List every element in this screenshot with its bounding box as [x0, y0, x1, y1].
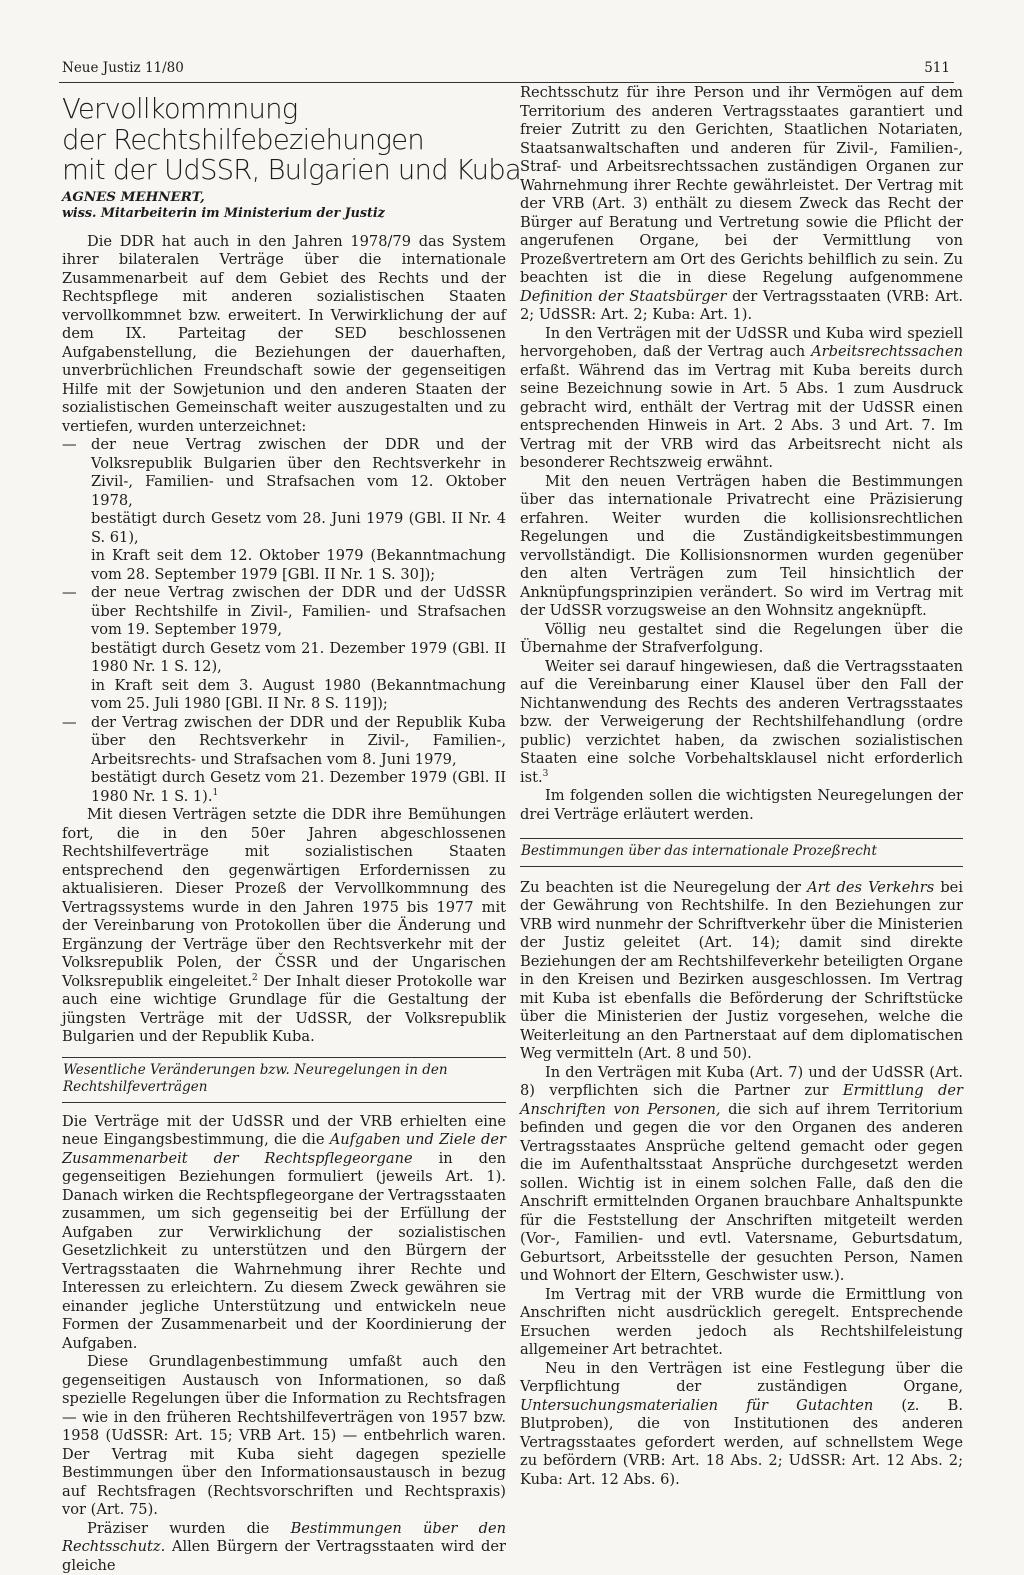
intro-paragraph: Die DDR hat auch in den Jahren 1978/79 das System ihrer bilateralen Verträge über die internationale Zusammenarbeit auf dem Gebiet des Rechts und der Rechtspflege mit anderen sozialistischen Staaten vervollkommnet bzw. erweitert. In Verwirklichung der auf dem IX. Parteitag der SED beschlossenen Aufgabenstellung, die Beziehungen der dauerhaften, unverbrüchlichen Freundschaft sowie der gegenseitigen Hilfe mit der Sowjetunion und den anderen Staaten der sozialistischen Gemeinschaft weiter auszugestalten und zu vertiefen, wurden unterzeichnet: — [62, 233, 506, 437]
treaty-list — [62, 436, 506, 806]
page-number: 511 — [924, 60, 950, 76]
text: die sich auf ihrem Territorium befinden und gegen die vor den Organen des anderen Vertragsstaates Ansprüche geltend gemacht oder gegen die im Aufenthaltsstaat Ansprüche durchgesetzt werden sollen. Wichtig ist in einem solchen Falle, daß den die Anschrift ermittelnden Organen brauchbare Anhaltspunkte für die Feststellung der Anschriften mitgeteilt werden (Vor-, Familien- und evtl. Vatersname, Geburtsdatum, Geburtsort, Arbeitsstelle der gesuchten Person, Namen und Wohnort der Eltern, Geschwister usw.). — [520, 1101, 963, 1285]
text: Weiter sei darauf hingewiesen, daß die Vertragsstaaten auf die Vereinbarung einer Klausel über den Fall der Nichtanwendung des Rechts des anderen Vertragsstaates bzw. der Verweigerung der Rechtshilfehandlung (ordre public) verzichtet haben, da zwischen sozialistischen Staaten eine solche Vorbehaltsklausel nicht erforderlich ist. — [520, 658, 963, 786]
text: Zu beachten ist die Neuregelung der — [520, 879, 807, 896]
list-dash: — — [62, 436, 77, 455]
paragraph — [520, 879, 963, 1064]
text: Die Verträge mit der UdSSR und der VRB erhielten eine neue Eingangsbestimmung, die die — [62, 1113, 506, 1149]
title-line: Vervollkommnung — [62, 94, 506, 125]
article-title — [62, 94, 506, 186]
paragraph — [62, 806, 506, 1047]
treaty-title: der neue Vertrag zwischen der DDR und der Volksrepublik Bulgarien über den Rechtsverkehr in Zivil-, Familien- und Strafsachen vom 12. Oktober 1978, — [91, 436, 506, 510]
right-column — [520, 84, 963, 1489]
text: bei der Gewährung von Rechtshilfe. In den Beziehungen zur VRB wird nunmehr der Schriftverkehr über die Ministerien der Justiz geleitet (Art. 14); damit sind direkte Beziehungen der am Rechtshilfeverkehr beteiligten Organe in den Kreisen und Bezirken ausgeschlossen. Im Vertrag mit Kuba ist ebenfalls die Beförderung der Schriftstücke über die Ministerien der Justiz vorgesehen, welche die Weiterleitung an den Partnerstaat auf dem diplomatischen Weg vermitteln (Art. 8 und 50). — [520, 879, 963, 1063]
title-line: der Rechtshilfebeziehungen — [62, 125, 506, 156]
treaty-title: der Vertrag zwischen der DDR und der Republik Kuba über den Rechtsverkehr in Zivil-, Familien-, Arbeitsrechts- und Strafsachen vom 8. Juni 1979, — [91, 714, 506, 770]
emphasis: Ermittlung der Anschriften von Personen, — [520, 1082, 963, 1118]
text: der Vertragsstaaten (VRB: Art. 2; UdSSR: Art. 2; Kuba: Art. 1). — [520, 288, 963, 324]
confirmation-text: bestätigt durch Gesetz vom 21. Dezember 1979 (GBl. II 1980 Nr. 1 S. 1). — [91, 769, 506, 805]
footnote-marker: 1 — [213, 788, 219, 798]
section-heading: Wesentliche Veränderungen bzw. Neuregelungen in den Rechtshilfeverträgen — [62, 1057, 506, 1103]
text: In den Verträgen mit Kuba (Art. 7) und der UdSSR (Art. 8) verpflichten sich die Partner zur — [520, 1064, 963, 1100]
paragraph: Mit den neuen Verträgen haben die Bestimmungen über das internationale Privatrecht eine Präzisierung erfahren. Weiter wurden die kollisionsrechtlichen Regelungen und die Zuständigkeitsbestimmungen vervollständigt. Die Kollisionsnormen wurden gegenüber den alten Verträgen zum Teil hinsichtlich der Anknüpfungsprinzipien verändert. So wird im Vertrag mit der UdSSR vorzugsweise an den Wohnsitz angeknüpft. — [520, 473, 963, 621]
paragraph: Diese Grundlagenbestimmung umfaßt auch den gegenseitigen Austausch von Informationen, so daß spezielle Regelungen über die Information zu Rechtsfragen — wie in den früheren Rechtshilfeverträgen von 1957 bzw. 1958 (UdSSR: Art. 15; VRB Art. 15) — entbehrlich waren. Der Vertrag mit Kuba sieht dagegen spezielle Bestimmungen über den Informationsaustausch in bezug auf Rechtsfragen (Rechtsvorschriften und Rechtspraxis) vor (Art. 75). — [62, 1353, 506, 1520]
list-item — [62, 714, 506, 807]
text: in den gegenseitigen Beziehungen formuliert (jeweils Art. 1). Danach wirken die Rechtspflegeorgane der Vertragsstaaten zusammen, um sich gegenseitig bei der Erfüllung der Aufgaben zur Verwirklichung der sozialistischen Gesetzlichkeit zu unterstützen und den Bürgern der Vertragsstaaten die Wahrnehmung ihrer Rechte und Interessen zu erleichtern. Zu diesem Zweck gewähren sie einander jegliche Unterstützung und entwickeln neue Formen der Zusammenarbeit und der Koordinierung der Aufgaben. — [62, 1150, 506, 1352]
paragraph — [520, 1064, 963, 1286]
paragraph — [62, 1520, 506, 1575]
treaty-confirmation — [91, 769, 506, 806]
emphasis: Definition der Staatsbürger — [520, 288, 727, 305]
list-dash: — — [62, 584, 77, 603]
text: Neu in den Verträgen ist eine Festlegung über die Verpflichtung der zuständigen Organe, — [520, 1360, 963, 1396]
emphasis: Arbeitsrechtssachen — [811, 343, 963, 360]
paragraph — [62, 1113, 506, 1354]
left-column — [62, 84, 506, 1575]
paragraph: Völlig neu gestaltet sind die Regelungen über die Übernahme der Strafverfolgung. — [520, 621, 963, 658]
list-dash: — — [62, 714, 77, 733]
emphasis: Bestimmungen über den Rechtsschutz. — [62, 1520, 506, 1556]
footnote-marker: 2 — [252, 973, 258, 983]
journal-issue: Neue Justiz 11/80 — [62, 60, 184, 76]
treaty-title: der neue Vertrag zwischen der DDR und der UdSSR über Rechtshilfe in Zivil-, Familien- und Strafsachen vom 19. September 1979, — [91, 584, 506, 640]
emphasis: Aufgaben und Ziele der Zusammenarbeit der Rechtspflegeorgane — [62, 1131, 506, 1167]
title-line: mit der UdSSR, Bulgarien und Kuba — [62, 155, 506, 186]
paragraph: Im Vertrag mit der VRB wurde die Ermittlung von Anschriften nicht ausdrücklich geregelt. Entsprechende Ersuchen werden jedoch als Rechtshilfeleistung allgemeiner Art betrachtet. — [520, 1286, 963, 1360]
emphasis: Art des Verkehrs — [807, 879, 934, 896]
footnote-marker: 3 — [543, 769, 549, 779]
treaty-in-force: in Kraft seit dem 12. Oktober 1979 (Bekanntmachung vom 28. September 1979 [GBl. II Nr. 1 S. 30]); — [91, 547, 506, 584]
emphasis: Untersuchungsmaterialien für Gutachten — [520, 1397, 873, 1414]
text: Präziser wurden die — [87, 1520, 291, 1537]
treaty-confirmation: bestätigt durch Gesetz vom 28. Juni 1979 (GBl. II Nr. 4 S. 61), — [91, 510, 506, 547]
paragraph — [520, 325, 963, 473]
list-item — [62, 584, 506, 714]
author-affiliation: wiss. Mitarbeiterin im Ministerium der Justiz — [62, 205, 506, 221]
text: (z. B. Blutproben), die von Institutionen des anderen Vertragsstaates gefordert werden, auf schnellstem Wege zu befördern (VRB: Art. 18 Abs. 2; UdSSR: Art. 12 Abs. 2; Kuba: Art. 12 Abs. 6). — [520, 1397, 963, 1488]
text: erfaßt. Während das im Vertrag mit Kuba bereits durch seine Bezeichnung sowie in Art. 5 Abs. 1 zum Ausdruck gebracht wird, enthält der Vertrag mit der UdSSR einen entsprechenden Hinweis in Art. 2 Abs. 3 und Art. 7. Im Vertrag mit der VRB wird das Arbeitsrecht nicht als besonderer Rechtszweig erwähnt. — [520, 362, 963, 472]
text: Rechtsschutz für ihre Person und ihr Vermögen auf dem Territorium des anderen Vertragsstaates garantiert und freier Zutritt zu den Gerichten, Staatlichen Notariaten, Staatsanwaltschaften und anderen für Zivil-, Familien-, Straf- und Arbeitsrechtssachen zuständigen Organen zur Wahrnehmung ihrer Rechte gewährleistet. Der Vertrag mit der VRB (Art. 3) enthält zu diesem Zweck das Recht der Bürger auf Beratung und Vertretung sowie die Pflicht der angerufenen Organe, bei der Vermittlung von Prozeßvertretern am Ort des Gerichts behilflich zu sein. Zu beachten ist die in diese Regelung aufgenommene — [520, 84, 963, 286]
list-item — [62, 436, 506, 584]
treaty-in-force: in Kraft seit dem 3. August 1980 (Bekanntmachung vom 25. Juli 1980 [GBl. II Nr. 8 S. 119]); — [91, 677, 506, 714]
text: Allen Bürgern der Vertragsstaaten wird der gleiche — [62, 1538, 506, 1574]
paragraph — [520, 658, 963, 788]
page-header — [59, 60, 954, 83]
paragraph: Im folgenden sollen die wichtigsten Neuregelungen der drei Verträge erläutert werden. — [520, 787, 963, 824]
text: In den Verträgen mit der UdSSR und Kuba wird speziell hervorgehoben, daß der Vertrag auch — [520, 325, 963, 361]
author-name: AGNES MEHNERT, — [62, 189, 506, 205]
paragraph — [520, 84, 963, 325]
text: Der Inhalt dieser Protokolle war auch eine wichtige Grundlage für die Gestaltung der jüngsten Verträge mit der UdSSR, der Volksrepublik Bulgarien und der Republik Kuba. — [62, 973, 506, 1046]
treaty-confirmation: bestätigt durch Gesetz vom 21. Dezember 1979 (GBl. II 1980 Nr. 1 S. 12), — [91, 640, 506, 677]
section-heading: Bestimmungen über das internationale Prozeßrecht — [520, 838, 963, 867]
text: Mit diesen Verträgen setzte die DDR ihre Bemühungen fort, die in den 50er Jahren abgeschlossenen Rechtshilfeverträge mit sozialistischen Staaten entsprechend den gegenwärtigen Erfordernissen zu aktualisieren. Dieser Prozeß der Vervollkommnung des Vertragssystems wurde in den Jahren 1975 bis 1977 mit der Vereinbarung von Protokollen über die Änderung und Ergänzung der Verträge über den Rechtsverkehr mit der Volksrepublik Polen, der ČSSR und der Ungarischen Volksrepublik eingeleitet. — [62, 806, 506, 990]
paragraph — [520, 1360, 963, 1490]
